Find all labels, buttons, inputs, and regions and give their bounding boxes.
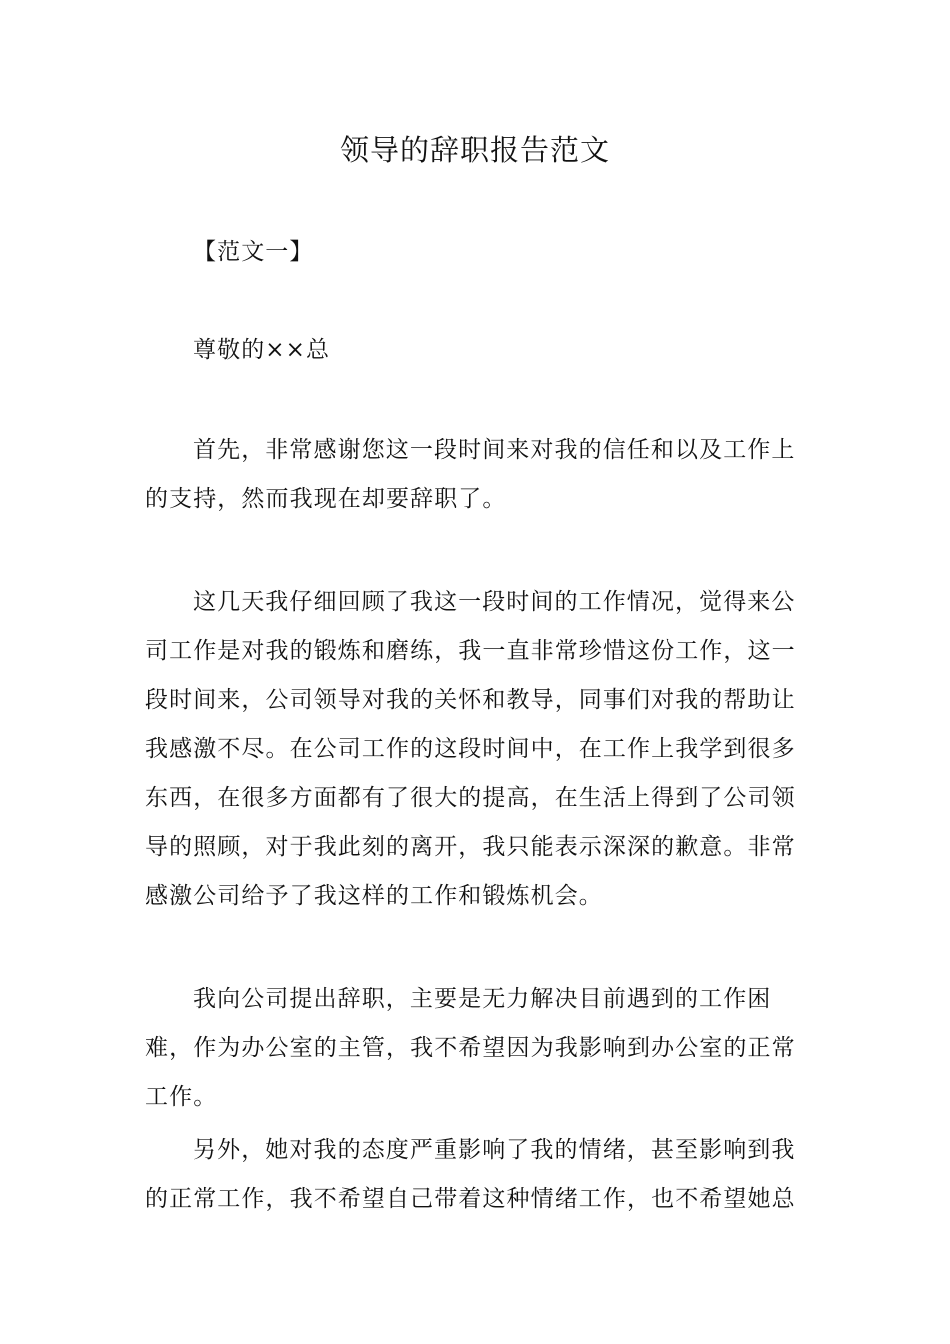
paragraph-3: 我向公司提出辞职，主要是无力解决目前遇到的工作困难，作为办公室的主管，我不希望因为我影响到办公室的正常工作。	[145, 986, 796, 1110]
section-label: 【范文一】	[193, 239, 314, 265]
paragraph-2: 这几天我仔细回顾了我这一段时间的工作情况，觉得来公司工作是对我的锻炼和磨练，我一直非常珍惜这份工作，这一段时间来，公司领导对我的关怀和教导，同事们对我的帮助让我感激不尽。在公司工作的这段时间中，在工作上我学到很多东西，在很多方面都有了很大的提高，在生活上得到了公司领导的照顾，对于我此刻的离开，我只能表示深深的歉意。非常感激公司给予了我这样的工作和锻炼机会。	[145, 589, 796, 909]
paragraph-1: 首先，非常感谢您这一段时间来对我的信任和以及工作上的支持，然而我现在却要辞职了。	[145, 437, 796, 512]
document-title: 领导的辞职报告范文	[339, 133, 610, 167]
salutation: 尊敬的××总	[193, 337, 331, 363]
paragraph-4: 另外，她对我的态度严重影响了我的情绪，甚至影响到我的正常工作，我不希望自己带着这种情绪工作，也不希望她总	[145, 1137, 796, 1212]
